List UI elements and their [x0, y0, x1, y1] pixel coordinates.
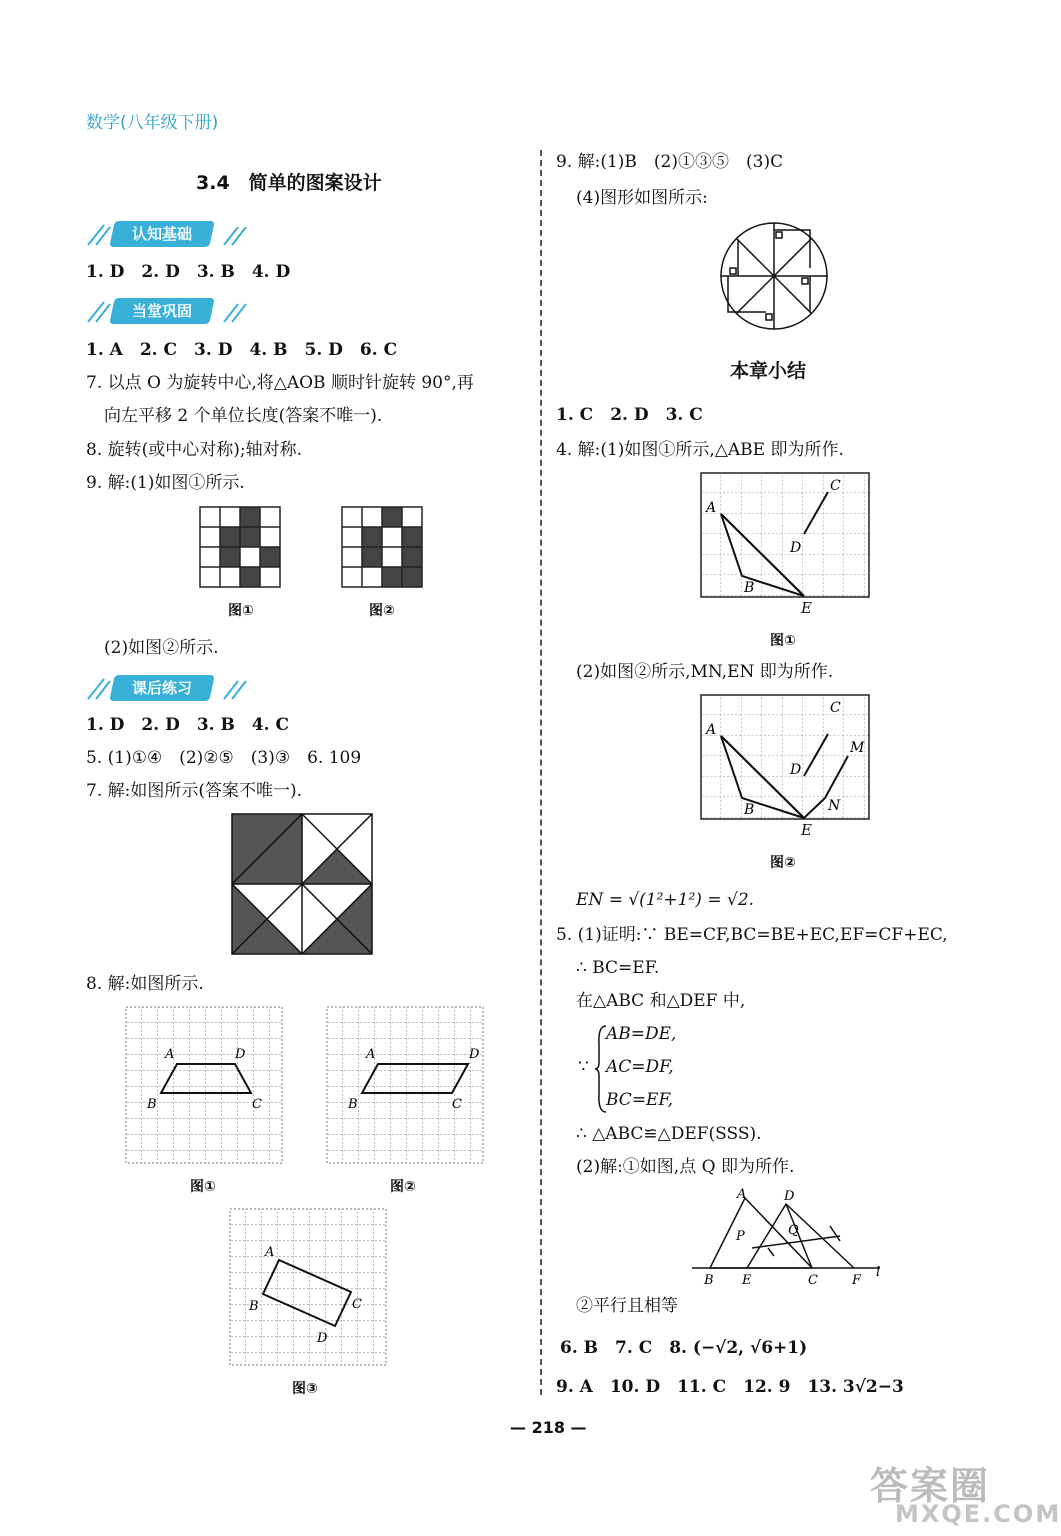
answer-line: (4)图形如图所示: — [576, 188, 708, 208]
en-equation: EN = √(1²+1²) = √2. — [576, 890, 755, 910]
watermark-logo: 答案圈 — [870, 1464, 991, 1508]
banner-label: 认知基础 — [131, 225, 192, 243]
answer-line: 5. (1)证明:∵ BE=CF,BC=BE+EC,EF=CF+EC, — [556, 925, 948, 945]
figure-caption: 图② — [369, 603, 395, 619]
answer-line: 1. C 2. D 3. C — [556, 405, 703, 425]
answer-line: ∴ BC=EF. — [576, 958, 660, 978]
figure-caption: 图③ — [292, 1381, 318, 1397]
figure-caption: 图① — [228, 603, 254, 619]
point-label: l — [876, 1265, 881, 1280]
point-label: D — [235, 1047, 246, 1062]
section-title: 3.4 简单的图案设计 — [196, 172, 382, 194]
dotted-grid-1 — [125, 1006, 285, 1166]
answer-line: 1. A 2. C 3. D 4. B 5. D 6. C — [86, 340, 398, 360]
point-label: B — [147, 1097, 157, 1112]
answer-line: 7. 以点 O 为旋转中心,将△AOB 顺时针旋转 90°,再 — [86, 373, 474, 393]
answer-line: ②平行且相等 — [576, 1296, 678, 1316]
point-label: C — [830, 478, 841, 494]
grid-figure-mn — [700, 694, 872, 824]
point-label-e: E — [801, 599, 812, 617]
point-label: B — [744, 802, 755, 818]
point-label: C — [452, 1097, 462, 1112]
point-label: C — [252, 1097, 262, 1112]
point-label: D — [469, 1047, 480, 1062]
banner-practice — [86, 298, 256, 324]
grid-figure-2 — [340, 505, 426, 591]
point-label: B — [704, 1273, 714, 1288]
figure-caption: 图② — [390, 1179, 416, 1195]
triangle-pattern — [230, 812, 380, 962]
answer-line: 8. 旋转(或中心对称);轴对称. — [86, 440, 303, 460]
point-label-e: E — [801, 821, 812, 839]
point-label: D — [790, 540, 802, 556]
page-number: — 218 — — [510, 1418, 587, 1437]
point-label: A — [265, 1245, 275, 1260]
banner-label: 当堂巩固 — [131, 302, 192, 320]
point-label: N — [828, 798, 841, 814]
circle-pattern — [718, 220, 830, 332]
answer-line: 9. A 10. D 11. C 12. 9 13. 3√2−3 — [556, 1377, 904, 1397]
answer-line: 4. 解:(1)如图①所示,△ABE 即为所作. — [556, 440, 844, 460]
point-label: B — [249, 1299, 259, 1314]
point-label: A — [706, 722, 717, 738]
point-label: F — [852, 1273, 862, 1288]
point-label: Q — [788, 1223, 799, 1238]
point-label: B — [348, 1097, 358, 1112]
brace-line: AC=DF, — [606, 1057, 674, 1077]
point-label: A — [366, 1047, 376, 1062]
answer-line: (2)如图②所示. — [104, 638, 219, 658]
because-sign: ∵ — [578, 1057, 589, 1077]
answer-line: 8. 解:如图所示. — [86, 974, 204, 994]
answer-line: 向左平移 2 个单位长度(答案不唯一). — [104, 406, 383, 426]
point-label: A — [737, 1187, 747, 1202]
point-label: D — [790, 762, 802, 778]
watermark-url: MXQE.COM — [895, 1500, 1061, 1528]
page-header: 数学(八年级下册) — [86, 113, 219, 133]
figure-caption: 图① — [190, 1179, 216, 1195]
banner-basic — [86, 221, 256, 247]
brace-line: AB=DE, — [606, 1024, 677, 1044]
banner-homework — [86, 675, 256, 701]
point-label: E — [742, 1273, 752, 1288]
answer-line: 1. D 2. D 3. B 4. C — [86, 715, 290, 735]
brace-line: BC=EF, — [606, 1090, 674, 1110]
answer-line: 9. 解:(1)B (2)①③⑤ (3)C — [556, 152, 784, 172]
answer-line: 9. 解:(1)如图①所示. — [86, 473, 245, 493]
point-label: D — [317, 1331, 328, 1346]
dotted-grid-2 — [326, 1006, 486, 1166]
answer-line: 5. (1)①④ (2)②⑤ (3)③ 6. 109 — [86, 748, 362, 768]
point-label: P — [736, 1229, 745, 1244]
point-label: C — [352, 1297, 362, 1312]
grid-figure-1 — [198, 505, 284, 591]
construction-figure — [690, 1186, 890, 1286]
point-label: A — [165, 1047, 175, 1062]
answer-line: 7. 解:如图所示(答案不唯一). — [86, 781, 303, 801]
point-label: C — [808, 1273, 818, 1288]
banner-label: 课后练习 — [131, 679, 192, 697]
answer-line: (2)如图②所示,MN,EN 即为所作. — [576, 662, 834, 682]
figure-caption: 图② — [770, 855, 796, 871]
point-label: C — [830, 700, 841, 716]
answer-line: ∴ △ABC≌△DEF(SSS). — [576, 1124, 762, 1144]
point-label: A — [706, 500, 717, 516]
dotted-grid-3 — [229, 1208, 389, 1368]
point-label: D — [784, 1189, 795, 1204]
grid-figure-abe — [700, 472, 872, 602]
answer-line: (2)解:①如图,点 Q 即为所作. — [576, 1157, 795, 1177]
answer-line: 在△ABC 和△DEF 中, — [576, 991, 746, 1011]
column-divider — [540, 150, 542, 1395]
answer-line: 1. D 2. D 3. B 4. D — [86, 262, 291, 282]
figure-caption: 图① — [770, 633, 796, 649]
chapter-title: 本章小结 — [730, 360, 807, 382]
point-label: B — [744, 580, 755, 596]
answer-line: 6. B 7. C 8. (−√2, √6+1) — [560, 1338, 808, 1358]
point-label: M — [850, 740, 865, 756]
